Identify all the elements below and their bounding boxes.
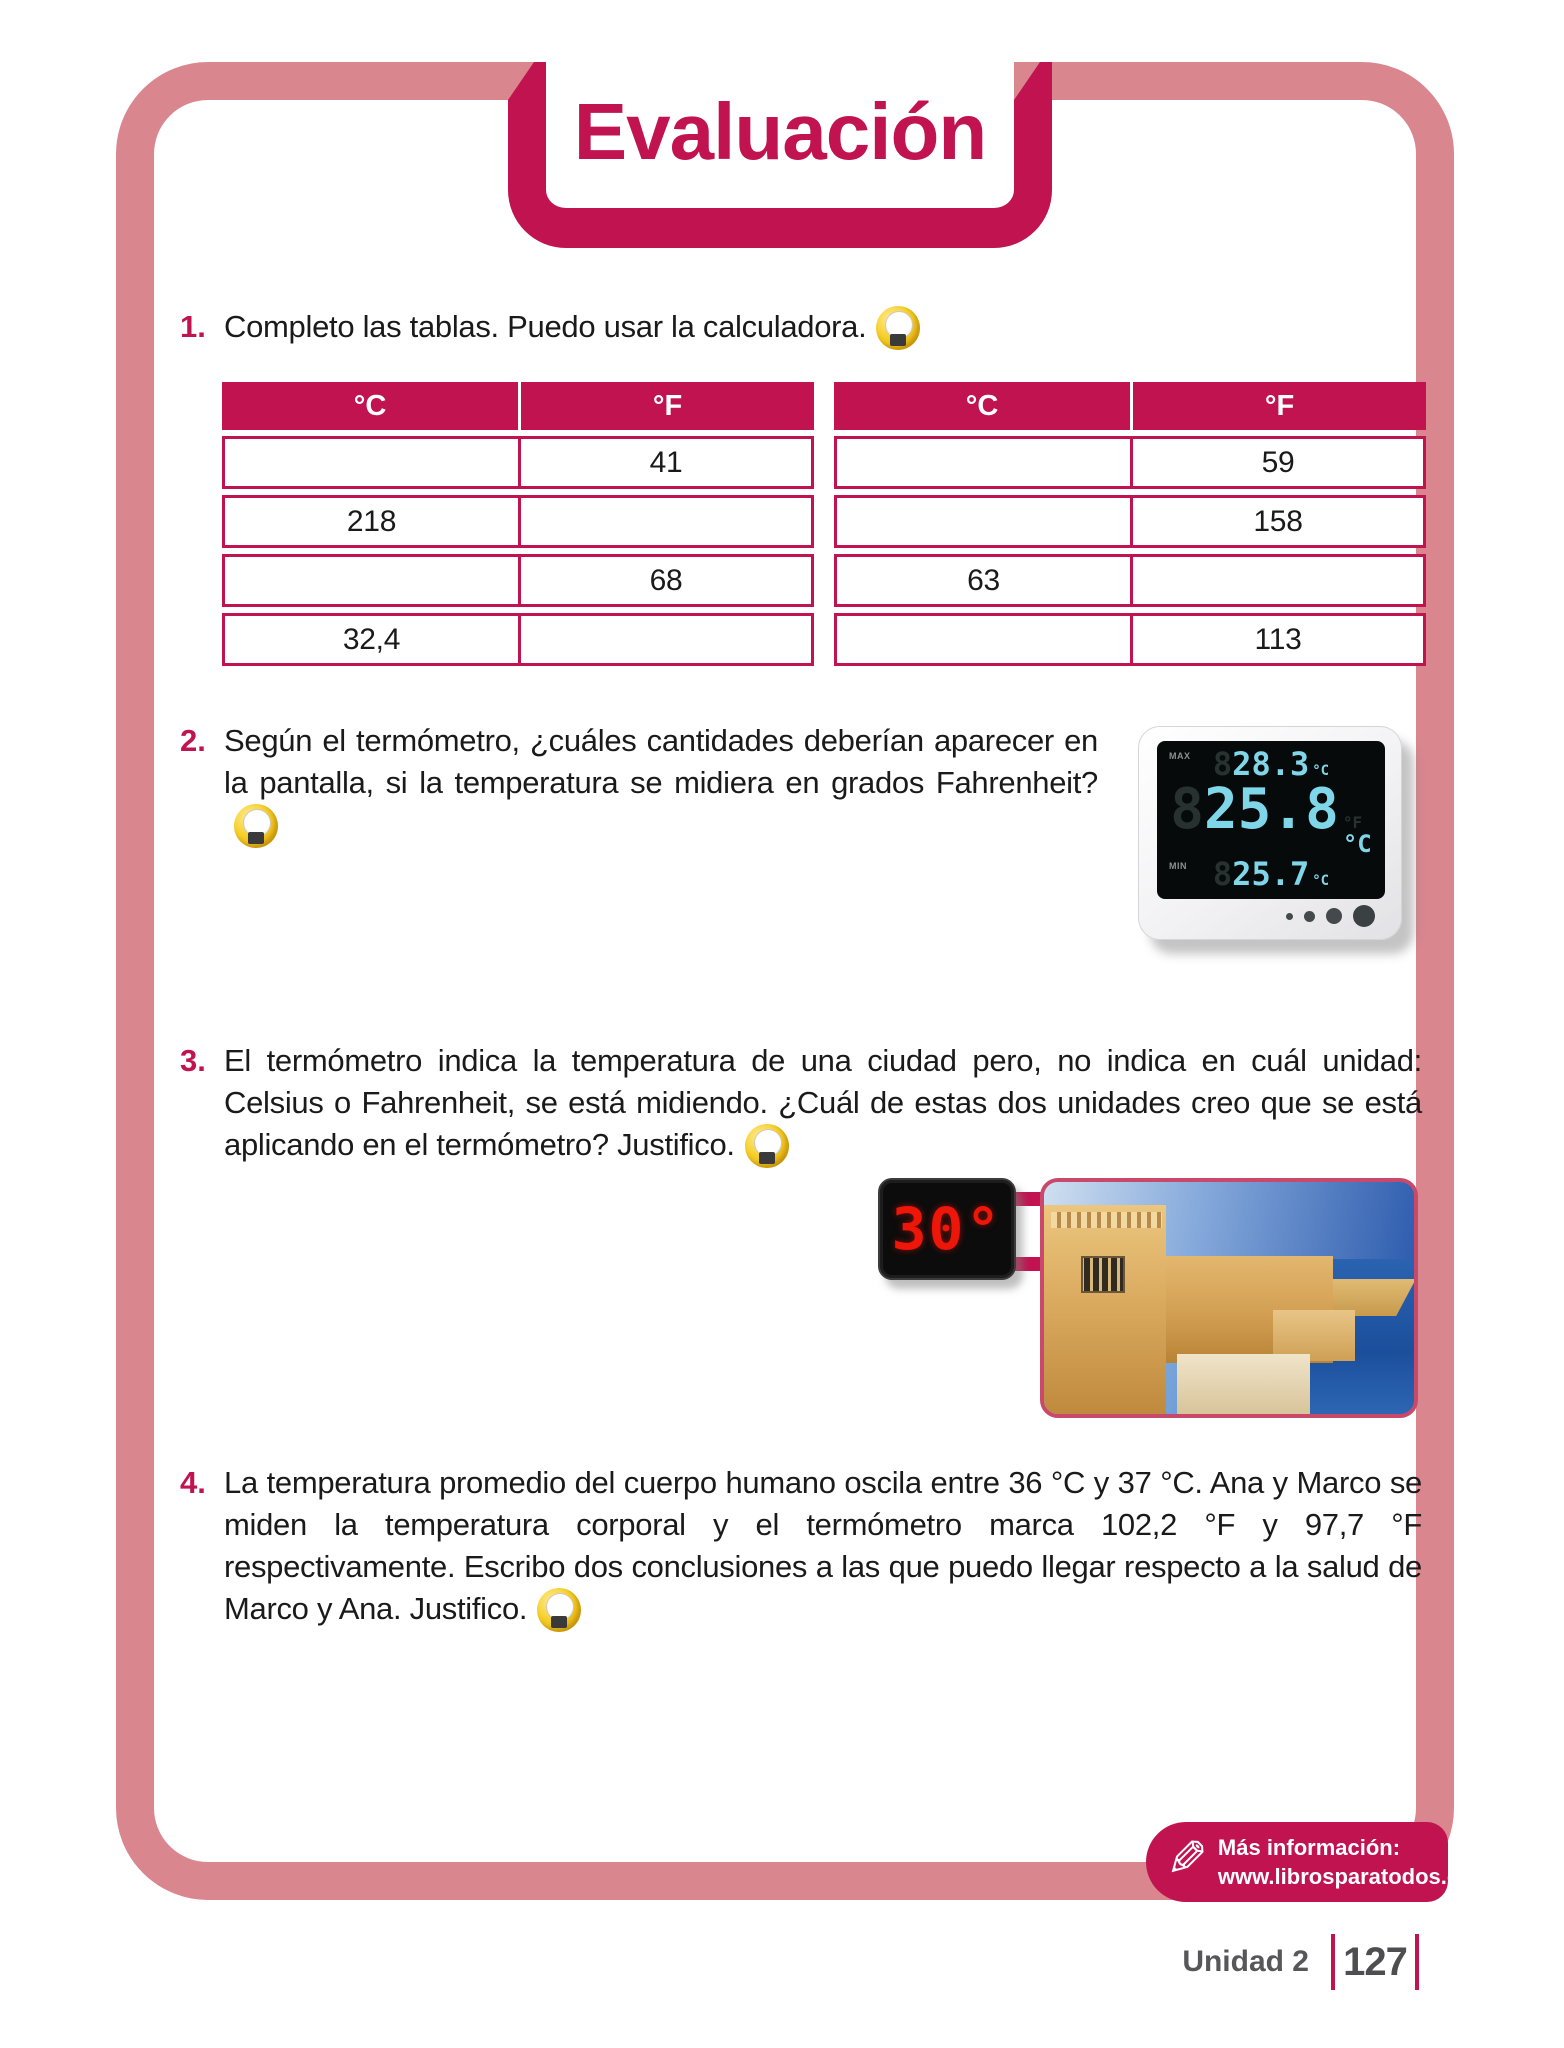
min-unit: °C — [1312, 873, 1330, 889]
thermometer-buttons — [1286, 905, 1375, 927]
item-3 — [180, 1040, 1422, 1168]
item-text: Según el termómetro, ¿cuáles cantidades deberían aparecer en la pantalla, si la temperatura se midiera en grados Fahrenheit? — [224, 723, 1098, 800]
photo-window — [1081, 1256, 1125, 1293]
table-cell: 218 — [346, 504, 397, 538]
table-header-cell: °C — [965, 389, 999, 422]
item-1 — [180, 306, 924, 350]
item-text: La temperatura promedio del cuerpo humano oscila entre 36 °C y 37 °C. Ana y Marco se miden la temperatura corporal y el termómetro marca 102,2 °F y 97,7 °F respectivamente. Escribo dos conclusiones a las que puedo llegar respecto a la salud de Marco y Ana. Justifico. — [224, 1465, 1422, 1626]
item-text: Completo las tablas. Puedo usar la calculadora. — [224, 309, 867, 344]
page-title: Evaluación — [573, 87, 987, 176]
page-number: 127 — [1331, 1934, 1419, 1990]
table-cell — [837, 439, 1130, 486]
conversion-table-left — [222, 382, 814, 666]
thermometer-main-row — [1167, 776, 1375, 858]
info-badge — [1146, 1822, 1468, 1902]
ghost-unit: °F — [1342, 812, 1363, 832]
led-temperature-sign — [878, 1178, 1016, 1280]
table-cell — [518, 498, 811, 545]
item-text: El termómetro indica la temperatura de una ciudad pero, no indica en cuál unidad: Celsius o Fahrenheit, se está midiendo. ¿Cuál de estas dos unidades creo que se está aplicando en el termómetro? Justifico. — [224, 1043, 1422, 1162]
table-cell: 158 — [1130, 498, 1423, 545]
info-badge-line1: Más información: — [1217, 1835, 1401, 1860]
table-row — [834, 613, 1426, 666]
photo-balustrade — [1051, 1212, 1162, 1228]
min-value: 25.7 — [1232, 855, 1310, 893]
main-unit: °C — [1342, 829, 1372, 858]
city-photo — [1040, 1178, 1418, 1418]
table-row — [222, 436, 814, 489]
ghost-digit: 8 — [1212, 745, 1233, 783]
button-dot — [1286, 913, 1293, 920]
thermometer-screen — [1157, 741, 1385, 899]
title-banner — [508, 62, 1052, 248]
table-cell — [1130, 557, 1423, 604]
item-2 — [180, 720, 1098, 848]
ghost-digit: 8 — [1212, 855, 1233, 893]
max-unit: °C — [1312, 763, 1330, 779]
button-dot — [1304, 911, 1315, 922]
min-label: MIN — [1169, 861, 1187, 871]
table-row — [834, 554, 1426, 607]
thermometer-max-row — [1167, 747, 1375, 781]
photo-tower — [1044, 1205, 1166, 1414]
button-dot — [1353, 905, 1375, 927]
item-number: 1. — [180, 309, 206, 344]
conversion-table-right — [834, 382, 1426, 666]
table-cell: 68 — [518, 557, 811, 604]
table-cell — [225, 439, 518, 486]
item-number: 2. — [180, 723, 206, 758]
table-header-row — [834, 382, 1426, 430]
lightbulb-icon — [876, 306, 920, 350]
table-row — [222, 495, 814, 548]
table-cell: 41 — [518, 439, 811, 486]
max-label: MAX — [1169, 751, 1191, 761]
table-cell: 59 — [1130, 439, 1423, 486]
main-value: 25.8 — [1203, 776, 1339, 842]
pencil-icon: ✎ — [1166, 1831, 1208, 1887]
item-number: 3. — [180, 1043, 206, 1078]
table-header-cell: °F — [1130, 382, 1426, 430]
item-4 — [180, 1462, 1422, 1632]
item-number: 4. — [180, 1465, 206, 1500]
table-cell — [518, 616, 811, 663]
table-header-row — [222, 382, 814, 430]
photo-roof — [1177, 1354, 1310, 1414]
page-footer — [1182, 1934, 1419, 1990]
banner-fold-left — [508, 62, 534, 100]
table-cell — [837, 616, 1130, 663]
lightbulb-icon — [537, 1588, 581, 1632]
unit-label: Unidad 2 — [1182, 1945, 1309, 1978]
table-cell — [837, 498, 1130, 545]
thermometer-image — [1138, 726, 1402, 940]
led-temperature-value: 30° — [891, 1195, 1003, 1263]
table-row — [222, 613, 814, 666]
table-cell: 113 — [1130, 616, 1423, 663]
table-row — [834, 436, 1426, 489]
table-row — [834, 495, 1426, 548]
table-header-cell: °C — [353, 389, 387, 422]
thermometer-min-row — [1167, 857, 1375, 891]
button-dot — [1326, 908, 1342, 924]
info-badge-line2: www.librosparatodos.cr — [1217, 1864, 1468, 1889]
lightbulb-icon — [745, 1124, 789, 1168]
lightbulb-icon — [234, 804, 278, 848]
table-cell — [225, 557, 518, 604]
banner-fold-right — [1014, 62, 1040, 100]
ghost-digit: 8 — [1170, 776, 1204, 842]
table-cell: 32,4 — [342, 622, 401, 656]
max-value: 28.3 — [1232, 745, 1310, 783]
table-cell: 63 — [967, 563, 1000, 597]
table-row — [222, 554, 814, 607]
table-header-cell: °F — [518, 382, 814, 430]
